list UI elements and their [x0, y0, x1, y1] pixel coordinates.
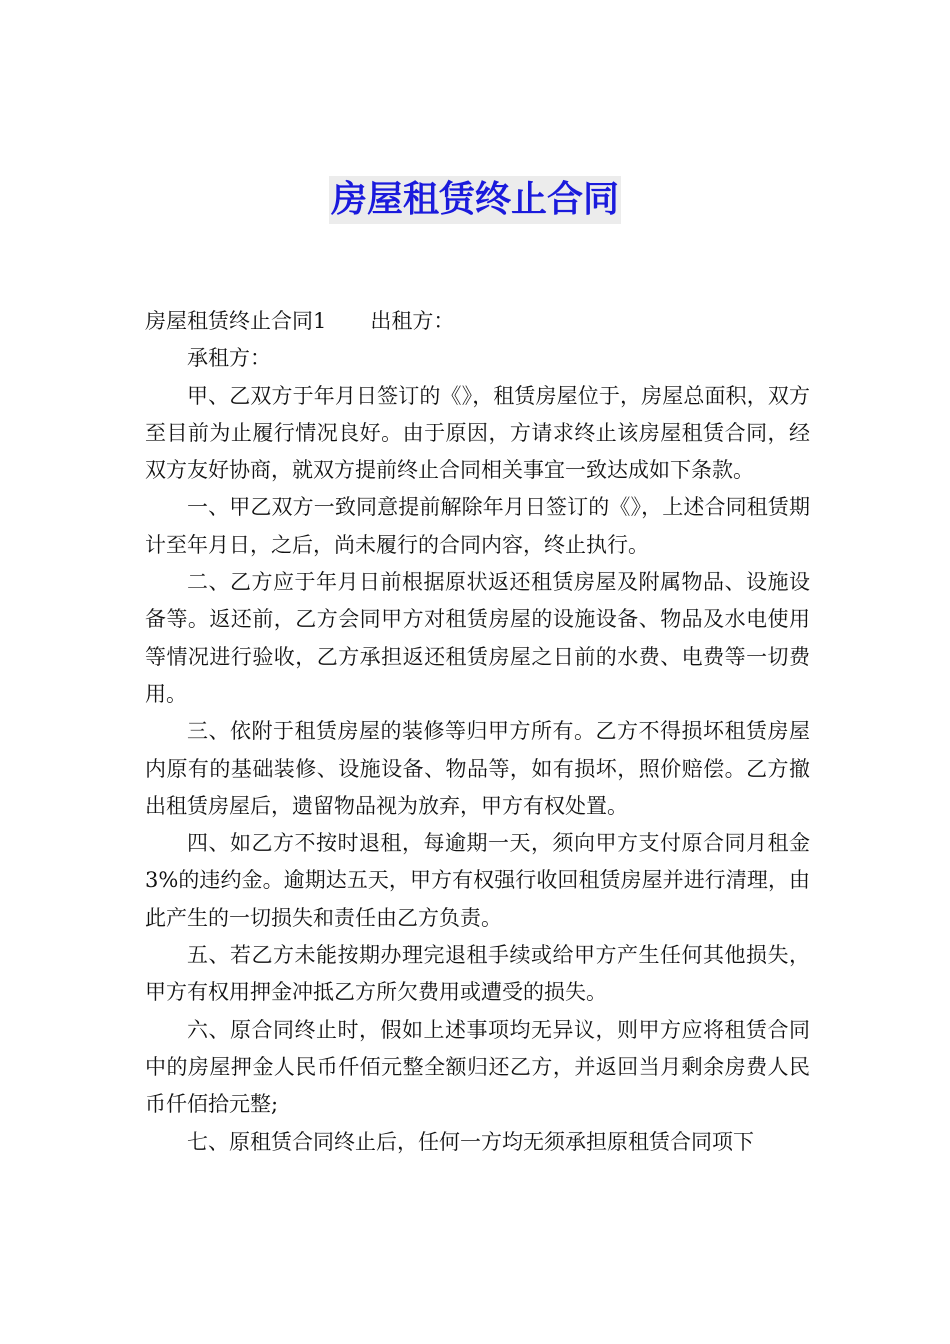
clause-7: 七、原租赁合同终止后，任何一方均无须承担原租赁合同项下: [187, 1129, 754, 1154]
lessee-line: 承租方：: [187, 346, 271, 371]
clause-2: 二、乙方应于年月日前根据原状返还租赁房屋及附属物品、设施设备等。返还前，乙方会同甲方对租赁房屋的设施设备、物品及水电使用等情况进行验收，乙方承担返还租赁房屋之日前的水费、电费等一切费用。: [145, 570, 810, 706]
lessor-label: 出租方：: [370, 309, 455, 333]
clause-1: 一、甲乙双方一致同意提前解除年月日签订的《》，上述合同租赁期计至年月日，之后，尚未履行的合同内容，终止执行。: [145, 495, 810, 557]
clause-5: 五、若乙方未能按期办理完退租手续或给甲方产生任何其他损失，甲方有权用押金冲抵乙方所欠费用或遭受的损失。: [145, 943, 810, 1005]
title-container: [0, 176, 950, 224]
clause-6: 六、原合同终止时，假如上述事项均无异议，则甲方应将租赁合同中的房屋押金人民币仟佰元整全额归还乙方，并返回当月剩余房费人民币仟佰拾元整;: [145, 1017, 810, 1117]
clause-3: 三、依附于租赁房屋的装修等归甲方所有。乙方不得损坏租赁房屋内原有的基础装修、设施设备、物品等，如有损坏，照价赔偿。乙方撤出租赁房屋后，遗留物品视为放弃，甲方有权处置。: [145, 719, 810, 818]
document-body: [145, 303, 810, 1161]
intro-heading: 房屋租赁终止合同1: [145, 309, 327, 333]
document-title: 房屋租赁终止合同: [329, 176, 621, 224]
preamble-paragraph: 甲、乙双方于年月日签订的《》，租赁房屋位于，房屋总面积，双方至目前为止履行情况良好。由于原因，方请求终止该房屋租赁合同，经双方友好协商，就双方提前终止合同相关事宜一致达成如下条款。: [145, 383, 810, 483]
intro-line: [145, 303, 810, 340]
clause-4: 四、如乙方不按时退租，每逾期一天，须向甲方支付原合同月租金3%的违约金。逾期达五天，甲方有权强行收回租赁房屋并进行清理，由此产生的一切损失和责任由乙方负责。: [145, 831, 810, 930]
